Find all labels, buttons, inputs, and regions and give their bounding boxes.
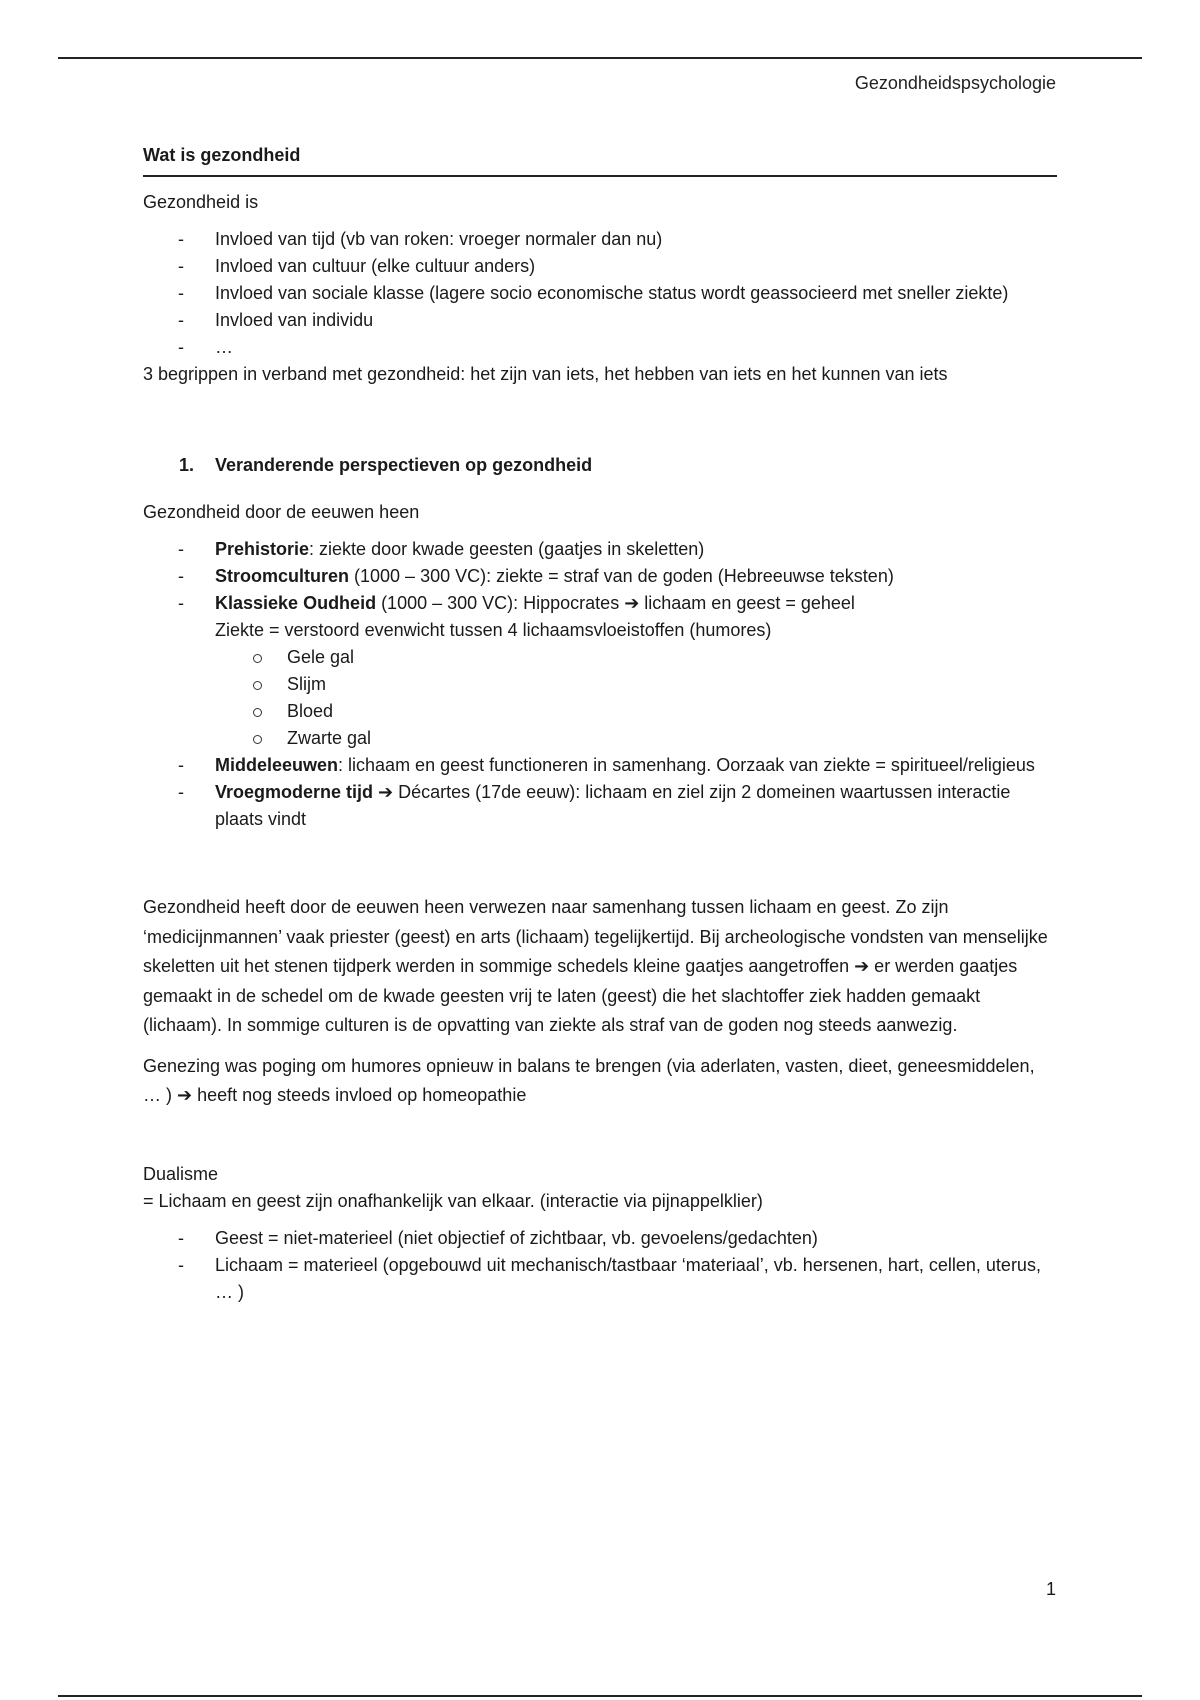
humor-item: Bloed xyxy=(287,698,1057,725)
era-text: (1000 – 300 VC): ziekte = straf van de goden (Hebreeuwse teksten) xyxy=(349,566,894,586)
list-item xyxy=(215,563,1057,590)
document-body xyxy=(143,142,1057,1306)
era-extra: Ziekte = verstoord evenwicht tussen 4 lichaamsvloeistoffen (humores) xyxy=(215,620,772,640)
list-item: - Geest = niet-materieel (niet objectief of zichtbaar, vb. gevoelens/gedachten) xyxy=(215,1225,1057,1252)
paragraph-genezing: Genezing was poging om humores opnieuw in balans te brengen (via aderlaten, vasten, dieet, geneesmiddelen, … ) ➔ heeft nog steeds invloed op homeopathie xyxy=(143,1055,1035,1105)
section-intro: Gezondheid is xyxy=(143,192,259,212)
humor-item: Zwarte gal xyxy=(287,725,1057,752)
paragraph-samenhang: Gezondheid heeft door de eeuwen heen verwezen naar samenhang tussen lichaam en geest. Zo zijn ‘medicijnmannen’ vaak priester (geest) en arts (lichaam) tegelijkertijd. Bij archeologische vondsten van menselijke skeletten uit het stenen tijdperk werden in sommige schedels kleine gaatjes aangetroffen ➔ er werden gaatjes gemaakt in de schedel om de kwade geesten vrij te laten (geest) die het slachtoffer ziek hadden gemaakt (lichaam). In sommige culturen is de opvatting van ziekte als straf van de goden nog steeds aanwezig. xyxy=(143,897,1048,1035)
dualism-definition: = Lichaam en geest zijn onafhankelijk van elkaar. (interactie via pijnappelklier) xyxy=(143,1190,763,1211)
chapter-number: 1. xyxy=(179,455,195,475)
list-item: - Invloed van cultuur (elke cultuur anders) xyxy=(215,253,1057,280)
humor-item: Gele gal xyxy=(287,644,1057,671)
page-number: 1 xyxy=(1045,1579,1056,1599)
list-item: - Lichaam = materieel (opgebouwd uit mechanisch/tastbaar ‘materiaal’, vb. hersenen, hart, cellen, uterus, … ) xyxy=(215,1252,1057,1306)
humores-list xyxy=(215,644,1057,752)
header-rule xyxy=(58,57,1142,59)
chapter-intro: Gezondheid door de eeuwen heen xyxy=(143,502,420,522)
era-term: Prehistorie xyxy=(215,539,310,559)
concepts-line: 3 begrippen in verband met gezondheid: het zijn van iets, het hebben van iets en het kunnen van iets xyxy=(143,364,948,384)
list-item xyxy=(215,752,1057,779)
dualism-title: Dualisme xyxy=(143,1163,219,1184)
era-term: Middeleeuwen xyxy=(215,755,339,775)
list-item: - Invloed van individu xyxy=(215,307,1057,334)
era-term: Klassieke Oudheid xyxy=(215,593,377,613)
list-item: - Invloed van sociale klasse (lagere socio economische status wordt geassocieerd met sneller ziekte) xyxy=(215,280,1057,307)
era-text: (1000 – 300 VC): Hippocrates ➔ lichaam en geest = geheel xyxy=(376,593,855,613)
humor-item: Slijm xyxy=(287,671,1057,698)
era-text: ➔ Décartes (17de eeuw): lichaam en ziel zijn 2 domeinen waartussen interactie plaats vindt xyxy=(215,782,1011,829)
dualism-list xyxy=(143,1225,1057,1306)
chapter-heading xyxy=(143,452,1057,479)
list-item: - … xyxy=(215,334,1057,361)
eras-list xyxy=(143,536,1057,833)
era-term: Stroomculturen xyxy=(215,566,350,586)
list-item xyxy=(215,536,1057,563)
era-text: : lichaam en geest functioneren in samenhang. Oorzaak van ziekte = spiritueel/religieus xyxy=(338,755,1035,775)
header-title: Gezondheidspsychologie xyxy=(854,73,1056,93)
chapter-title: Veranderende perspectieven op gezondheid xyxy=(215,455,593,475)
list-item xyxy=(215,590,1057,752)
influence-list xyxy=(143,226,1057,361)
section-title: Wat is gezondheid xyxy=(143,142,1057,177)
footer-rule xyxy=(58,1695,1142,1697)
era-term: Vroegmoderne tijd xyxy=(215,782,374,802)
era-text: : ziekte door kwade geesten (gaatjes in skeletten) xyxy=(309,539,705,559)
list-item xyxy=(215,779,1057,833)
list-item: - Invloed van tijd (vb van roken: vroeger normaler dan nu) xyxy=(215,226,1057,253)
